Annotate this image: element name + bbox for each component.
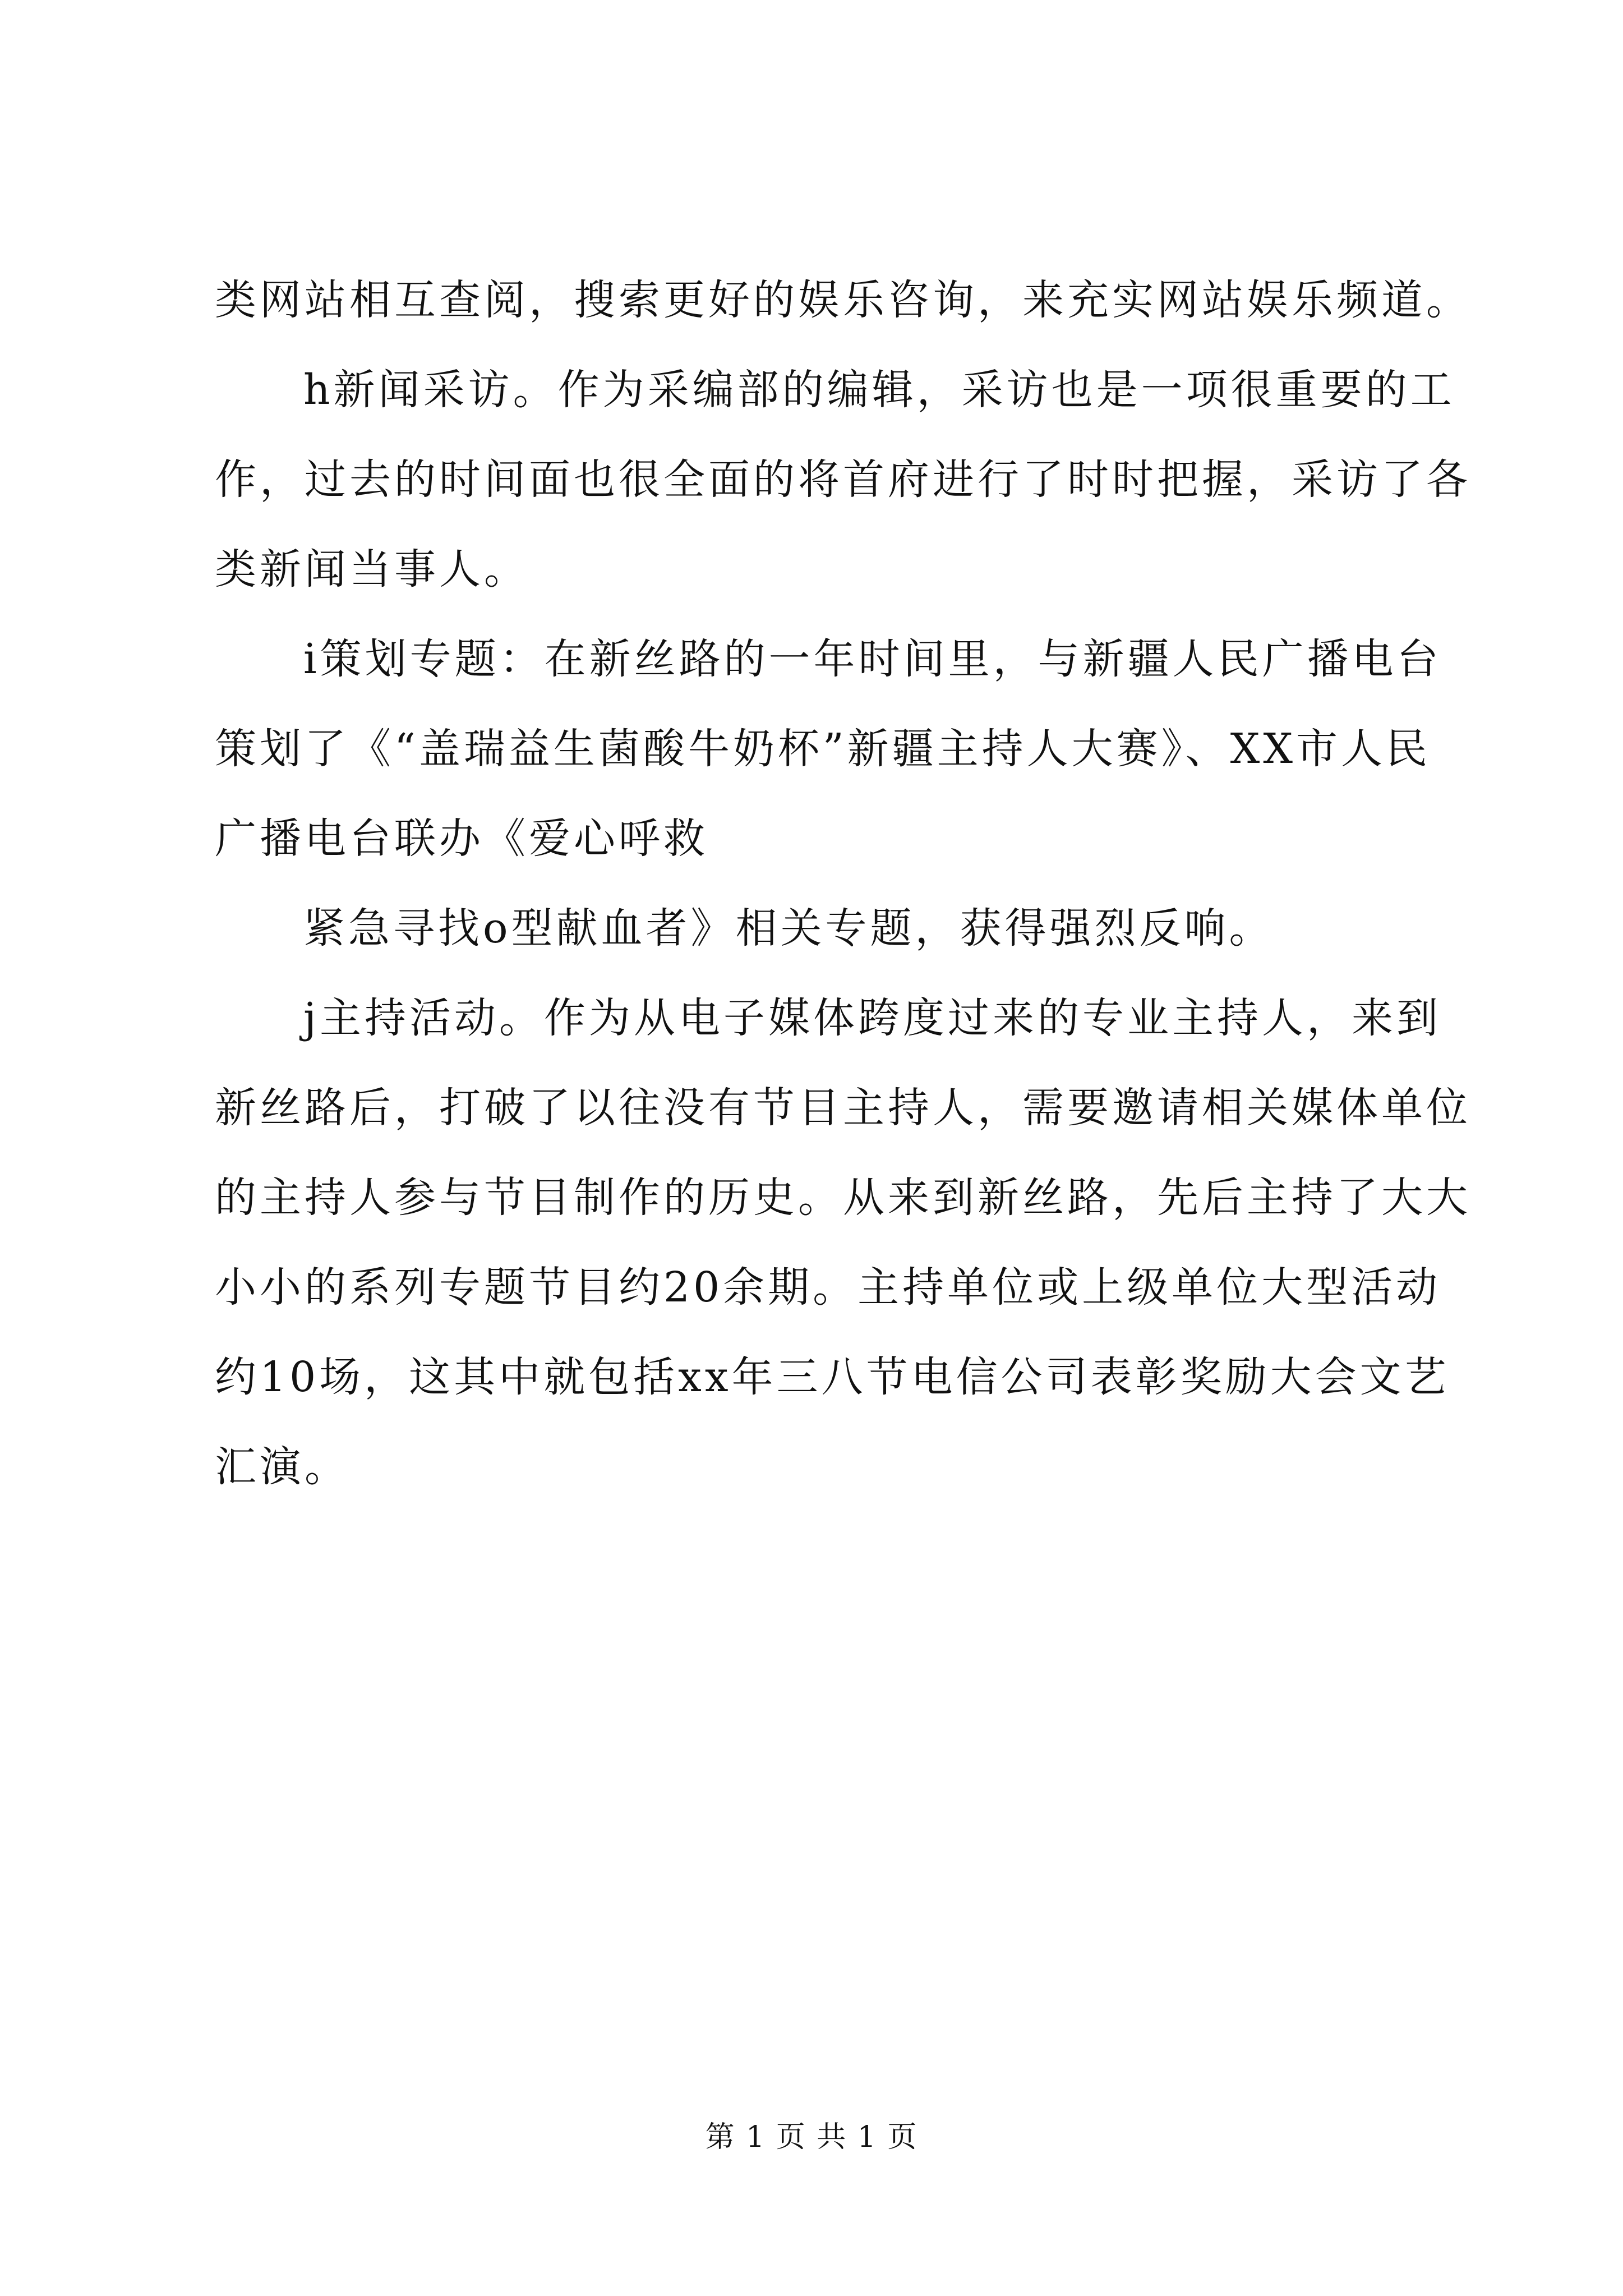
document-body — [215, 255, 1471, 1512]
text-line: 约10场，这其中就包括xx年三八节电信公司表彰奖励大会文艺 — [215, 1353, 1450, 1401]
text-line: 汇演。 — [215, 1443, 349, 1491]
paragraph-hosting-events: j主持活动。作为从电子媒体跨度过来的专业主持人，来到 — [303, 994, 1441, 1042]
text-line: 的主持人参与节目制作的历史。从来到新丝路，先后主持了大大 — [215, 1174, 1471, 1222]
text-line: 新丝路后，打破了以往没有节目主持人，需要邀请相关媒体单位 — [215, 1084, 1471, 1132]
text-line: 类网站相互查阅，搜索更好的娱乐咨询，来充实网站娱乐频道。 — [215, 276, 1471, 324]
text-line: 策划了《“盖瑞益生菌酸牛奶杯”新疆主持人大赛》、XX市人民 — [215, 725, 1431, 773]
page-number-footer: 第 1 页 共 1 页 — [705, 2120, 918, 2154]
paragraph-topic-planning: i策划专题：在新丝路的一年时间里，与新疆人民广播电台 — [303, 635, 1442, 683]
text-line: 作，过去的时间面也很全面的将首府进行了时时把握，采访了各 — [215, 455, 1471, 504]
text-line: 类新闻当事人。 — [215, 545, 529, 593]
text-line: 小小的系列专题节目约20余期。主持单位或上级单位大型活动 — [215, 1263, 1441, 1312]
text-line: 紧急寻找o型献血者》相关专题，获得强烈反响。 — [303, 904, 1274, 953]
text-line: 广播电台联办《爱心呼救 — [215, 815, 708, 863]
paragraph-news-interview: h新闻采访。作为采编部的编辑，采访也是一项很重要的工 — [303, 366, 1455, 414]
